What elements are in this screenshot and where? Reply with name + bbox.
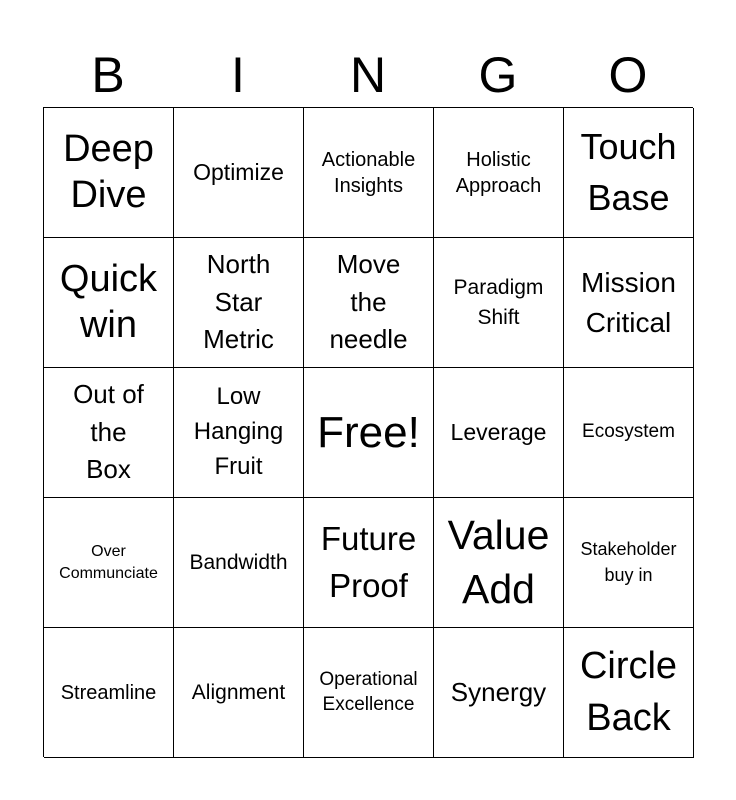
- header-letter-i: I: [231, 47, 245, 103]
- bingo-cell[interactable]: [434, 108, 564, 238]
- bingo-cell-text: Out of the Box: [73, 378, 144, 485]
- header-letter-o: O: [608, 47, 648, 103]
- bingo-cell-text: Leverage: [450, 418, 547, 445]
- header-letter-n: N: [349, 47, 387, 103]
- bingo-cell[interactable]: [44, 238, 174, 368]
- bingo-cell[interactable]: [304, 238, 434, 368]
- bingo-cell[interactable]: [44, 628, 174, 758]
- bingo-header: [43, 40, 693, 110]
- free-space: Free!: [317, 407, 420, 457]
- bingo-cell[interactable]: [174, 238, 304, 368]
- bingo-cell[interactable]: [304, 628, 434, 758]
- bingo-cell[interactable]: [174, 368, 304, 498]
- bingo-cell-text: Low Hanging Fruit: [193, 383, 284, 480]
- bingo-cell-text: Actionable Insights: [321, 148, 416, 197]
- bingo-cell-text: Alignment: [191, 680, 286, 704]
- bingo-cell[interactable]: [564, 238, 694, 368]
- bingo-cell-text: Streamline: [60, 681, 157, 704]
- bingo-cell-text: Move the needle: [329, 248, 408, 355]
- header-letter-b: B: [91, 47, 125, 103]
- bingo-cell[interactable]: [304, 368, 434, 498]
- bingo-cell-text: Ecosystem: [582, 421, 675, 443]
- bingo-cell-text: Optimize: [193, 158, 284, 185]
- bingo-cell[interactable]: [564, 498, 694, 628]
- bingo-cell-text: Mission Critical: [581, 267, 676, 338]
- bingo-cell[interactable]: [44, 498, 174, 628]
- bingo-cell-text: Future Proof: [320, 520, 417, 604]
- bingo-cell[interactable]: [174, 628, 304, 758]
- bingo-cell[interactable]: [304, 108, 434, 238]
- bingo-cell-text: Deep Dive: [63, 127, 154, 216]
- bingo-cell-text: Synergy: [450, 676, 547, 707]
- bingo-cell-text: Touch Base: [580, 126, 677, 218]
- bingo-cell-text: North Star Metric: [203, 248, 274, 355]
- bingo-cell[interactable]: [304, 498, 434, 628]
- bingo-cell-text: Paradigm Shift: [453, 276, 544, 329]
- bingo-cell[interactable]: [434, 498, 564, 628]
- bingo-cell[interactable]: [434, 628, 564, 758]
- bingo-cell[interactable]: [434, 368, 564, 498]
- bingo-cell[interactable]: [564, 108, 694, 238]
- bingo-cell-text: Bandwidth: [189, 550, 288, 574]
- bingo-cell[interactable]: [564, 628, 694, 758]
- bingo-cell-text: Circle Back: [579, 645, 678, 739]
- bingo-cell[interactable]: [44, 368, 174, 498]
- bingo-cell[interactable]: [174, 498, 304, 628]
- bingo-cell-text: Stakeholder buy in: [580, 539, 677, 585]
- bingo-cell-text: Holistic Approach: [455, 148, 542, 197]
- bingo-cell[interactable]: [44, 108, 174, 238]
- header-letter-g: G: [478, 47, 518, 103]
- bingo-cell[interactable]: [434, 238, 564, 368]
- bingo-cell-text: Over Communciate: [59, 542, 158, 582]
- bingo-cell[interactable]: [174, 108, 304, 238]
- bingo-cell-text: Operational Excellence: [319, 668, 418, 715]
- bingo-cell-text: Quick win: [59, 257, 158, 346]
- bingo-board: [43, 107, 693, 757]
- bingo-cell-text: Value Add: [447, 512, 550, 612]
- bingo-cell[interactable]: [564, 368, 694, 498]
